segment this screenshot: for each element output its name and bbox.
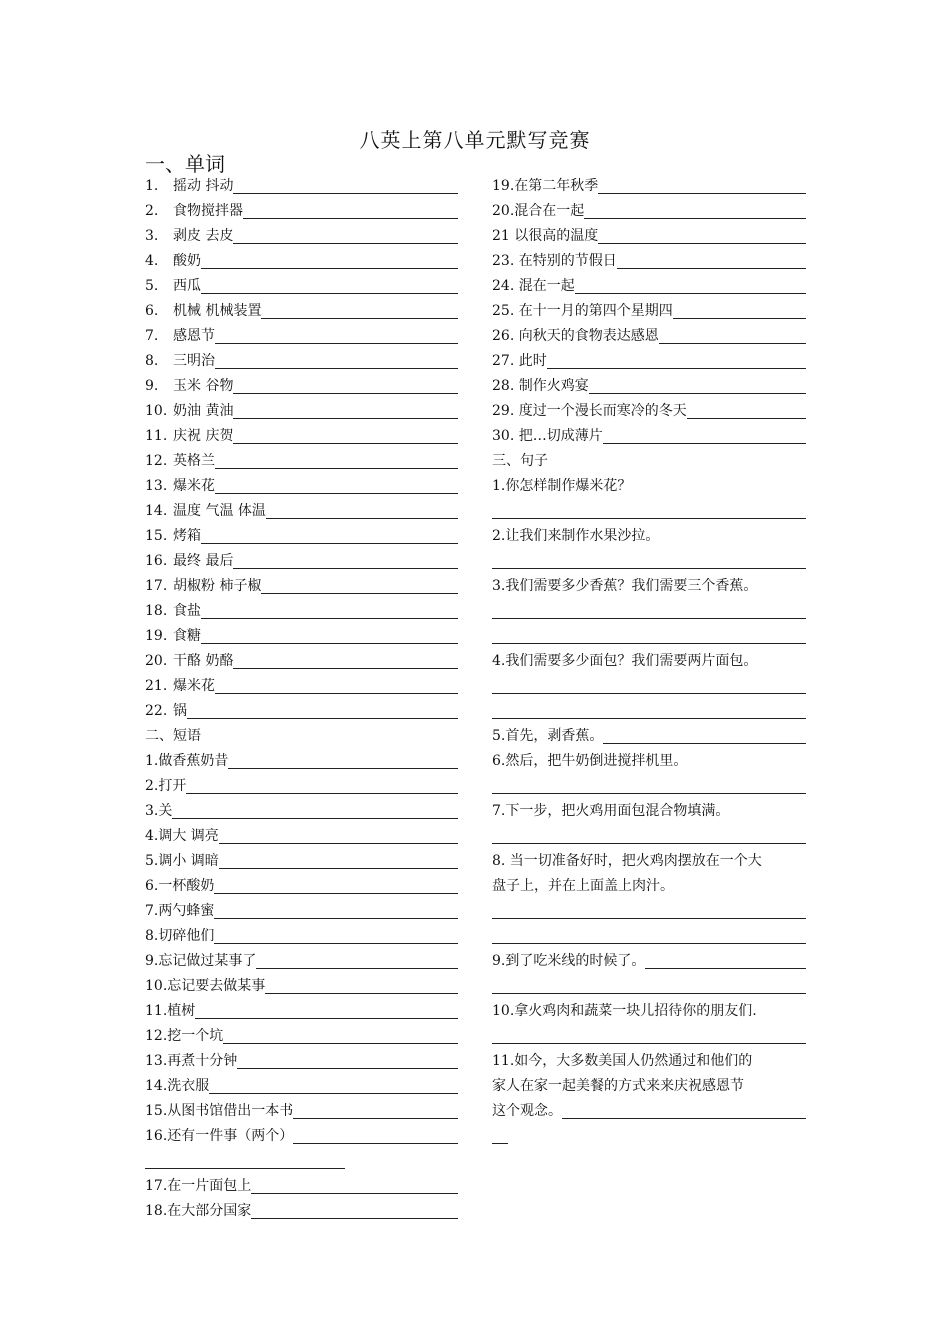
item-label: 感恩节 xyxy=(173,328,215,344)
word-item xyxy=(145,624,458,649)
answer-line[interactable] xyxy=(215,675,458,694)
item-label: 11.植树 xyxy=(145,1003,196,1019)
answer-line[interactable] xyxy=(214,875,458,894)
item-number: 17. xyxy=(145,578,168,594)
phrase-item xyxy=(145,999,458,1024)
sentence-item: 11.如今，大多数美国人仍然通过和他们的 xyxy=(492,1053,753,1069)
phrase-item xyxy=(145,924,458,949)
answer-line[interactable] xyxy=(214,925,458,944)
item-number: 22. xyxy=(145,703,168,719)
item-label: 食糖 xyxy=(173,628,201,644)
item-number: 6. xyxy=(145,303,159,319)
answer-line[interactable] xyxy=(214,900,458,919)
item-label: 27. 此时 xyxy=(492,353,547,369)
answer-line[interactable] xyxy=(237,1050,458,1069)
item-number: 3. xyxy=(145,228,159,244)
sentence-item: 5.首先，剥香蕉。 xyxy=(492,724,806,749)
word-item xyxy=(492,224,806,249)
word-item xyxy=(492,199,806,224)
item-label: 30. 把…切成薄片 xyxy=(492,428,603,444)
item-label: 21 以很高的温度 xyxy=(492,228,599,244)
word-item xyxy=(145,574,458,599)
phrase-item xyxy=(145,774,458,799)
phrases-list-tail xyxy=(145,1174,458,1224)
item-label: 玉米 谷物 xyxy=(173,378,234,394)
answer-line[interactable] xyxy=(233,225,458,244)
answer-line[interactable] xyxy=(228,750,458,769)
answer-line[interactable] xyxy=(251,1175,458,1194)
answer-line[interactable] xyxy=(293,1125,458,1144)
answer-line-tail[interactable] xyxy=(492,1124,806,1149)
item-number: 12. xyxy=(145,453,168,469)
word-item xyxy=(145,649,458,674)
answer-line[interactable] xyxy=(201,250,458,269)
answer-line[interactable] xyxy=(589,375,806,394)
word-item xyxy=(145,324,458,349)
answer-line[interactable] xyxy=(243,200,458,219)
item-label: 三明治 xyxy=(173,353,215,369)
phrase-item xyxy=(145,1174,458,1199)
item-label: 2.打开 xyxy=(145,778,187,794)
item-label: 25. 在十一月的第四个星期四 xyxy=(492,303,673,319)
item-label: 26. 向秋天的食物表达感恩 xyxy=(492,328,659,344)
phrase-item xyxy=(145,874,458,899)
item-label: 15.从图书馆借出一本书 xyxy=(145,1103,294,1119)
sentence-item-cont: 这个观念。 xyxy=(492,1099,806,1124)
answer-line[interactable] xyxy=(261,575,458,594)
item-label: 烤箱 xyxy=(173,528,201,544)
answer-line[interactable] xyxy=(251,1200,458,1219)
words-list-left xyxy=(145,174,458,724)
answer-line[interactable] xyxy=(233,425,458,444)
answer-line[interactable] xyxy=(265,975,458,994)
word-item xyxy=(145,499,458,524)
word-item xyxy=(145,274,458,299)
item-label: 10.忘记要去做某事 xyxy=(145,978,266,994)
answer-line[interactable] xyxy=(603,425,806,444)
item-number: 14. xyxy=(145,503,168,519)
item-label: 29. 度过一个漫长而寒冷的冬天 xyxy=(492,403,687,419)
item-number: 7. xyxy=(145,328,159,344)
left-column xyxy=(145,174,458,1224)
answer-line[interactable] xyxy=(492,499,806,524)
word-item xyxy=(145,599,458,624)
item-label: 锅 xyxy=(173,703,187,719)
sentence-item: 10.拿火鸡肉和蔬菜一块儿招待你的朋友们. xyxy=(492,1003,757,1019)
word-item xyxy=(145,349,458,374)
phrase-item xyxy=(145,949,458,974)
answer-line[interactable] xyxy=(617,250,806,269)
item-number: 2. xyxy=(145,203,159,219)
answer-line[interactable] xyxy=(492,899,806,924)
item-number: 5. xyxy=(145,278,159,294)
answer-line[interactable] xyxy=(492,624,806,649)
phrase-item xyxy=(145,1199,458,1224)
answer-line[interactable] xyxy=(172,800,458,819)
answer-line[interactable] xyxy=(219,850,458,869)
item-label: 食盐 xyxy=(173,603,201,619)
answer-line[interactable] xyxy=(603,725,806,744)
phrase-item xyxy=(145,849,458,874)
item-label: 奶油 黄油 xyxy=(173,403,234,419)
answer-line[interactable] xyxy=(215,350,458,369)
item-number: 19. xyxy=(145,628,168,644)
section-sentences-heading: 三、句子 xyxy=(492,453,548,469)
item-label: 机械 机械装置 xyxy=(173,303,262,319)
word-item xyxy=(145,674,458,699)
answer-line[interactable] xyxy=(562,1100,806,1119)
answer-line[interactable] xyxy=(145,1149,458,1174)
word-item xyxy=(492,299,806,324)
sentence-item: 1.你怎样制作爆米花？ xyxy=(492,478,632,494)
phrase-item xyxy=(145,824,458,849)
item-number: 10. xyxy=(145,403,168,419)
phrase-item xyxy=(145,1074,458,1099)
item-number: 16. xyxy=(145,553,168,569)
answer-line[interactable] xyxy=(233,375,458,394)
answer-line[interactable] xyxy=(492,549,806,574)
sentence-item: 6.然后，把牛奶倒进搅拌机里。 xyxy=(492,753,688,769)
item-number: 18. xyxy=(145,603,168,619)
item-label: 13.再煮十分钟 xyxy=(145,1053,238,1069)
item-label: 7.两勺蜂蜜 xyxy=(145,903,215,919)
item-label: 24. 混在一起 xyxy=(492,278,575,294)
item-label: 摇动 抖动 xyxy=(173,178,234,194)
answer-line[interactable] xyxy=(195,1000,458,1019)
item-number: 4. xyxy=(145,253,159,269)
item-label: 温度 气温 体温 xyxy=(173,503,266,519)
word-item xyxy=(492,424,806,449)
answer-line[interactable] xyxy=(201,275,458,294)
item-label: 最终 最后 xyxy=(173,553,234,569)
phrase-item xyxy=(145,1099,458,1124)
phrase-item xyxy=(145,1049,458,1074)
answer-line[interactable] xyxy=(492,699,806,724)
item-label: 西瓜 xyxy=(173,278,201,294)
item-number: 1. xyxy=(145,178,159,194)
answer-line[interactable] xyxy=(659,325,806,344)
item-label: 18.在大部分国家 xyxy=(145,1203,252,1219)
answer-line[interactable] xyxy=(209,1075,458,1094)
answer-line[interactable] xyxy=(186,775,458,794)
page-title: 八英上第八单元默写竞赛 xyxy=(359,128,591,152)
section-words-heading: 一、单词 xyxy=(145,152,225,176)
phrase-item xyxy=(145,799,458,824)
item-label: 12.挖一个坑 xyxy=(145,1028,224,1044)
word-item xyxy=(492,349,806,374)
answer-line[interactable] xyxy=(645,950,806,969)
item-label: 剥皮 去皮 xyxy=(173,228,234,244)
word-item xyxy=(145,199,458,224)
item-label: 英格兰 xyxy=(173,453,215,469)
answer-line[interactable] xyxy=(201,600,458,619)
answer-line[interactable] xyxy=(492,1024,806,1049)
sentence-item: 2.让我们来制作水果沙拉。 xyxy=(492,528,660,544)
phrase-item xyxy=(145,749,458,774)
item-label: 8.切碎他们 xyxy=(145,928,215,944)
word-item xyxy=(145,699,458,724)
answer-line[interactable] xyxy=(201,525,458,544)
answer-line[interactable] xyxy=(673,300,806,319)
answer-line[interactable] xyxy=(219,825,458,844)
item-label: 食物搅拌器 xyxy=(173,203,243,219)
item-label: 20.混合在一起 xyxy=(492,203,585,219)
answer-line[interactable] xyxy=(233,650,458,669)
item-number: 13. xyxy=(145,478,168,494)
word-item xyxy=(145,549,458,574)
phrases-list xyxy=(145,749,458,1149)
item-label: 19.在第二年秋季 xyxy=(492,178,599,194)
answer-line[interactable] xyxy=(215,325,458,344)
answer-line[interactable] xyxy=(201,625,458,644)
sentence-item: 4.我们需要多少面包？我们需要两片面包。 xyxy=(492,653,758,669)
item-label: 23. 在特别的节假日 xyxy=(492,253,617,269)
word-item xyxy=(145,474,458,499)
answer-line[interactable] xyxy=(261,300,458,319)
item-number: 15. xyxy=(145,528,168,544)
item-label: 爆米花 xyxy=(173,678,215,694)
answer-line[interactable] xyxy=(575,275,806,294)
word-item xyxy=(492,374,806,399)
word-item xyxy=(145,424,458,449)
item-label: 胡椒粉 柿子椒 xyxy=(173,578,262,594)
phrase-item xyxy=(145,899,458,924)
item-label: 3.关 xyxy=(145,803,173,819)
word-item xyxy=(145,174,458,199)
item-number: 8. xyxy=(145,353,159,369)
answer-line[interactable] xyxy=(256,950,458,969)
answer-line[interactable] xyxy=(293,1100,458,1119)
words-list-right xyxy=(492,174,806,449)
word-item xyxy=(145,249,458,274)
word-item xyxy=(145,399,458,424)
answer-line[interactable] xyxy=(223,1025,458,1044)
sentence-item: 3.我们需要多少香蕉？我们需要三个香蕉。 xyxy=(492,578,758,594)
answer-line[interactable] xyxy=(233,400,458,419)
answer-line[interactable] xyxy=(492,599,806,624)
answer-line[interactable] xyxy=(584,200,806,219)
word-item xyxy=(145,449,458,474)
word-item xyxy=(492,324,806,349)
phrase-item xyxy=(145,974,458,999)
word-item xyxy=(145,224,458,249)
section-phrases-heading: 二、短语 xyxy=(145,728,201,744)
item-label: 4.调大 调亮 xyxy=(145,828,219,844)
sentence-item-cont: 家人在家一起美餐的方式来来庆祝感恩节 xyxy=(492,1078,744,1094)
item-label: 6.一杯酸奶 xyxy=(145,878,215,894)
sentence-item: 7.下一步，把火鸡用面包混合物填满。 xyxy=(492,803,730,819)
answer-line[interactable] xyxy=(187,700,458,719)
item-number: 20. xyxy=(145,653,168,669)
sentence-item-cont: 盘子上，并在上面盖上肉汁。 xyxy=(492,878,674,894)
item-label: 9.忘记做过某事了 xyxy=(145,953,257,969)
answer-line[interactable] xyxy=(598,225,806,244)
phrase-item xyxy=(145,1024,458,1049)
answer-line[interactable] xyxy=(233,550,458,569)
word-item xyxy=(492,399,806,424)
phrase-item xyxy=(145,1124,458,1149)
item-label: 17.在一片面包上 xyxy=(145,1178,252,1194)
answer-line[interactable] xyxy=(215,475,458,494)
answer-line[interactable] xyxy=(492,774,806,799)
sentence-item: 8. 当一切准备好时，把火鸡肉摆放在一个大 xyxy=(492,853,762,869)
answer-line[interactable] xyxy=(598,175,806,194)
sentence-item: 9.到了吃米线的时候了。 xyxy=(492,949,806,974)
word-item xyxy=(145,374,458,399)
answer-line[interactable] xyxy=(492,674,806,699)
word-item xyxy=(492,274,806,299)
item-label: 干酪 奶酪 xyxy=(173,653,234,669)
item-number: 21. xyxy=(145,678,168,694)
answer-line[interactable] xyxy=(547,350,806,369)
answer-line[interactable] xyxy=(492,924,806,949)
answer-line[interactable] xyxy=(492,974,806,999)
word-item xyxy=(145,299,458,324)
item-label: 爆米花 xyxy=(173,478,215,494)
word-item xyxy=(492,249,806,274)
right-column xyxy=(492,174,806,1149)
item-label: 酸奶 xyxy=(173,253,201,269)
item-number: 11. xyxy=(145,428,168,444)
word-item xyxy=(145,524,458,549)
item-label: 28. 制作火鸡宴 xyxy=(492,378,589,394)
item-number: 9. xyxy=(145,378,159,394)
answer-line[interactable] xyxy=(266,500,458,519)
item-label: 庆祝 庆贺 xyxy=(173,428,234,444)
answer-line[interactable] xyxy=(687,400,806,419)
item-label: 5.调小 调暗 xyxy=(145,853,219,869)
answer-line[interactable] xyxy=(233,175,458,194)
answer-line[interactable] xyxy=(492,824,806,849)
answer-line[interactable] xyxy=(215,450,458,469)
item-label: 16.还有一件事（两个） xyxy=(145,1128,294,1144)
item-label: 14.洗衣服 xyxy=(145,1078,210,1094)
item-label: 1.做香蕉奶昔 xyxy=(145,753,229,769)
word-item xyxy=(492,174,806,199)
